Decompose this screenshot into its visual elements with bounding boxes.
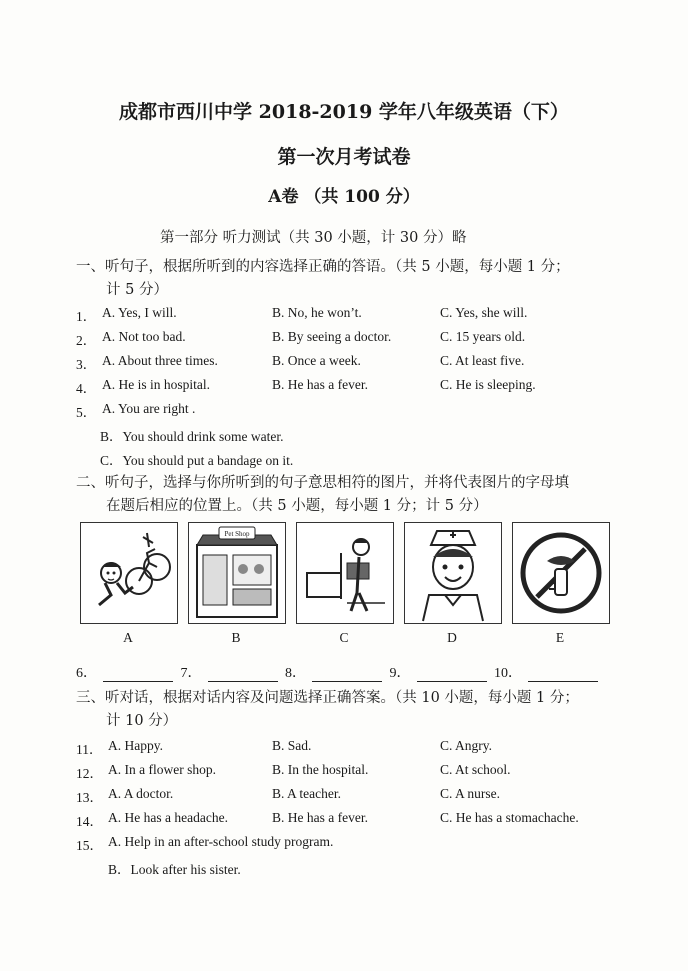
question-number: 1． — [76, 309, 97, 324]
option-b: B. No, he won’t. — [272, 305, 362, 320]
question-number: 2． — [76, 333, 97, 348]
option-b: B. Sad. — [272, 738, 312, 753]
option-b: B．Look after his sister. — [108, 862, 241, 877]
option-b: B. He has a fever. — [272, 810, 368, 825]
option-c: C．You should put a bandage on it. — [100, 453, 294, 468]
option-b: B. By seeing a doctor. — [272, 329, 392, 344]
blank-number: 6． — [76, 666, 97, 681]
option-c: C. Angry. — [440, 738, 493, 753]
answer-blank[interactable] — [103, 667, 173, 682]
option-a: A. Not too bad. — [102, 329, 186, 344]
nurse-icon — [404, 522, 502, 624]
girl-carrying-box-icon — [296, 522, 394, 624]
option-b: B. Once a week. — [272, 353, 361, 368]
option-a: A. He has a headache. — [108, 810, 228, 825]
option-c: C. Yes, she will. — [440, 305, 528, 320]
option-a: A. In a flower shop. — [108, 762, 216, 777]
section3-line1: 三、听对话，根据对话内容及问题选择正确答案。（共 10 小题，每小题 1 分； — [76, 690, 579, 706]
option-a: A. You are right . — [102, 401, 196, 416]
answer-blank[interactable] — [528, 667, 598, 682]
section1-instructions — [76, 256, 616, 302]
picture-row — [80, 522, 610, 652]
picture-label: D — [447, 630, 457, 645]
pet-shop-icon — [188, 522, 286, 624]
question-number: 5． — [76, 405, 97, 420]
section1-line2: 计 5 分） — [106, 282, 168, 298]
option-c: C. He has a stomachache. — [440, 810, 579, 825]
option-b: B. In the hospital. — [272, 762, 369, 777]
no-talking-sign-icon — [512, 522, 610, 624]
option-c: C. At school. — [440, 762, 511, 777]
option-a: A. Help in an after-school study program. — [108, 834, 334, 849]
picture-label: B — [231, 630, 241, 645]
answer-blanks — [76, 662, 602, 682]
part1-heading: 第一部分 听力测试（共 30 小题，计 30 分）略 — [160, 230, 467, 246]
section2-line1: 二、听句子，选择与你所听到的句子意思相符的图片，并将代表图片的字母填 — [76, 475, 569, 491]
option-a: A. A doctor. — [108, 786, 174, 801]
section1-line1: 一、听句子，根据所听到的内容选择正确的答语。（共 5 小题，每小题 1 分； — [76, 259, 570, 275]
picture-label: A — [123, 630, 133, 645]
section2-line2: 在题后相应的位置上。（共 5 小题，每小题 1 分；计 5 分） — [106, 498, 488, 514]
picture-label: C — [339, 630, 349, 645]
question-number: 15． — [76, 838, 103, 853]
option-c: C. At least five. — [440, 353, 525, 368]
boy-fallen-bike-icon — [80, 522, 178, 624]
blank-number: 9． — [389, 666, 411, 681]
answer-blank[interactable] — [208, 667, 278, 682]
option-b: B. A teacher. — [272, 786, 341, 801]
section3-instructions — [76, 687, 616, 733]
option-a: A. He is in hospital. — [102, 377, 210, 392]
option-c: C. He is sleeping. — [440, 377, 536, 392]
blank-number: 7． — [180, 666, 202, 681]
exam-title: 成都市西川中学 2018-2019 学年八年级英语（下） — [119, 101, 569, 123]
question-number: 12． — [76, 766, 103, 781]
blank-number: 8． — [285, 666, 306, 681]
option-a: A. Yes, I will. — [102, 305, 177, 320]
option-b: B. He has a fever. — [272, 377, 368, 392]
question-number: 11． — [76, 742, 103, 757]
question-number: 14． — [76, 814, 103, 829]
answer-blank[interactable] — [417, 667, 487, 682]
question-number: 3． — [76, 357, 97, 372]
pet-shop-sign: Pet Shop — [224, 530, 250, 538]
option-c: C. 15 years old. — [440, 329, 526, 344]
option-a: A. Happy. — [108, 738, 163, 753]
option-c: C. A nurse. — [440, 786, 501, 801]
option-b: B．You should drink some water. — [100, 429, 284, 444]
blank-number: 10． — [494, 666, 522, 681]
option-a: A. About three times. — [102, 353, 218, 368]
section2-instructions — [76, 472, 621, 518]
question-number: 4． — [76, 381, 97, 396]
answer-blank[interactable] — [312, 667, 382, 682]
picture-label: E — [555, 630, 565, 645]
exam-subtitle: 第一次月考试卷 — [277, 146, 411, 168]
question-number: 13． — [76, 790, 103, 805]
paper-a-heading: A卷 （共 100 分） — [268, 187, 420, 207]
section3-line2: 计 10 分） — [106, 713, 178, 729]
